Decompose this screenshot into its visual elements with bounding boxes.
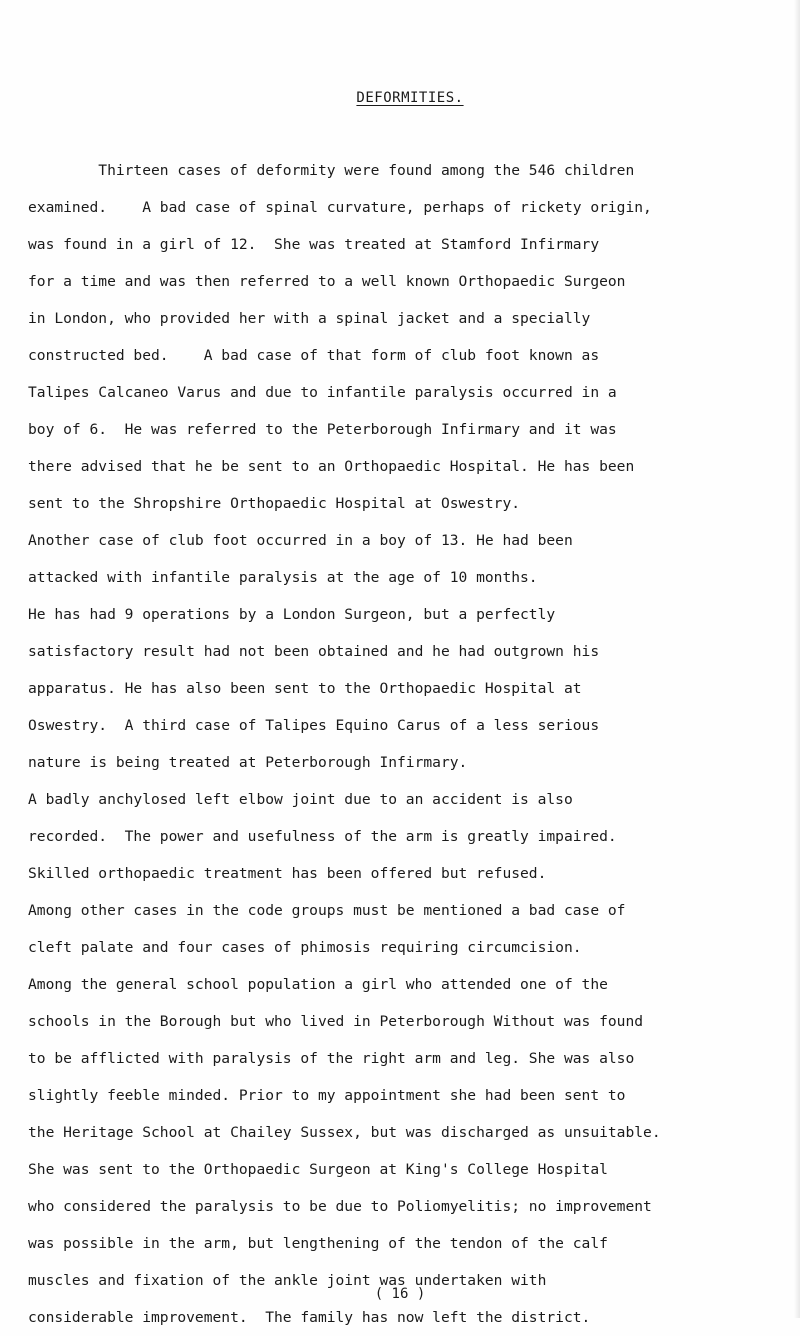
text-line: muscles and fixation of the ankle joint was undertaken with bbox=[28, 1272, 547, 1289]
text-line: A badly anchylosed left elbow joint due to an accident is also bbox=[28, 791, 573, 808]
section-heading bbox=[0, 90, 800, 106]
text-line: for a time and was then referred to a well known Orthopaedic Surgeon bbox=[28, 273, 626, 290]
text-line: considerable improvement. The family has now left the district. bbox=[28, 1309, 591, 1326]
text-line: in London, who provided her with a spinal jacket and a specially bbox=[28, 310, 591, 327]
page-number: ( 16 ) bbox=[374, 1286, 426, 1302]
text-line: Talipes Calcaneo Varus and due to infantile paralysis occurred in a bbox=[28, 384, 617, 401]
section-heading-text: DEFORMITIES. bbox=[356, 90, 464, 106]
text-line: the Heritage School at Chailey Sussex, but was discharged as unsuitable. bbox=[28, 1124, 661, 1141]
text-line: She was sent to the Orthopaedic Surgeon at King's College Hospital bbox=[28, 1161, 608, 1178]
text-line: constructed bed. A bad case of that form of club foot known as bbox=[28, 347, 600, 364]
text-line: satisfactory result had not been obtained and he had outgrown his bbox=[28, 643, 600, 660]
text-line: cleft palate and four cases of phimosis requiring circumcision. bbox=[28, 939, 582, 956]
text-line: who considered the paralysis to be due to Poliomyelitis; no improvement bbox=[28, 1198, 652, 1215]
text-line: sent to the Shropshire Orthopaedic Hospital at Oswestry. bbox=[28, 495, 521, 512]
text-line: was found in a girl of 12. She was treated at Stamford Infirmary bbox=[28, 236, 600, 253]
text-line: Among other cases in the code groups must be mentioned a bad case of bbox=[28, 902, 626, 919]
text-line: was possible in the arm, but lengthening of the tendon of the calf bbox=[28, 1235, 608, 1252]
text-line: to be afflicted with paralysis of the right arm and leg. She was also bbox=[28, 1050, 635, 1067]
text-line: recorded. The power and usefulness of the arm is greatly impaired. bbox=[28, 828, 617, 845]
text-line: Skilled orthopaedic treatment has been offered but refused. bbox=[28, 865, 547, 882]
text-line: Oswestry. A third case of Talipes Equino Carus of a less serious bbox=[28, 717, 600, 734]
text-line: apparatus. He has also been sent to the Orthopaedic Hospital at bbox=[28, 680, 582, 697]
text-line: slightly feeble minded. Prior to my appointment she had been sent to bbox=[28, 1087, 626, 1104]
text-line: Among the general school population a girl who attended one of the bbox=[28, 976, 608, 993]
text-line: Thirteen cases of deformity were found among the 546 children bbox=[28, 162, 635, 179]
text-line: Another case of club foot occurred in a boy of 13. He had been bbox=[28, 532, 573, 549]
page-edge-shadow bbox=[794, 0, 800, 1318]
text-line: examined. A bad case of spinal curvature, perhaps of rickety origin, bbox=[28, 199, 652, 216]
body-text bbox=[28, 152, 793, 1336]
text-line: He has had 9 operations by a London Surgeon, but a perfectly bbox=[28, 606, 556, 623]
text-line: nature is being treated at Peterborough Infirmary. bbox=[28, 754, 468, 771]
text-line: attacked with infantile paralysis at the age of 10 months. bbox=[28, 569, 538, 586]
text-line: boy of 6. He was referred to the Peterborough Infirmary and it was bbox=[28, 421, 617, 438]
text-line: there advised that he be sent to an Orthopaedic Hospital. He has been bbox=[28, 458, 635, 475]
text-line: schools in the Borough but who lived in Peterborough Without was found bbox=[28, 1013, 644, 1030]
